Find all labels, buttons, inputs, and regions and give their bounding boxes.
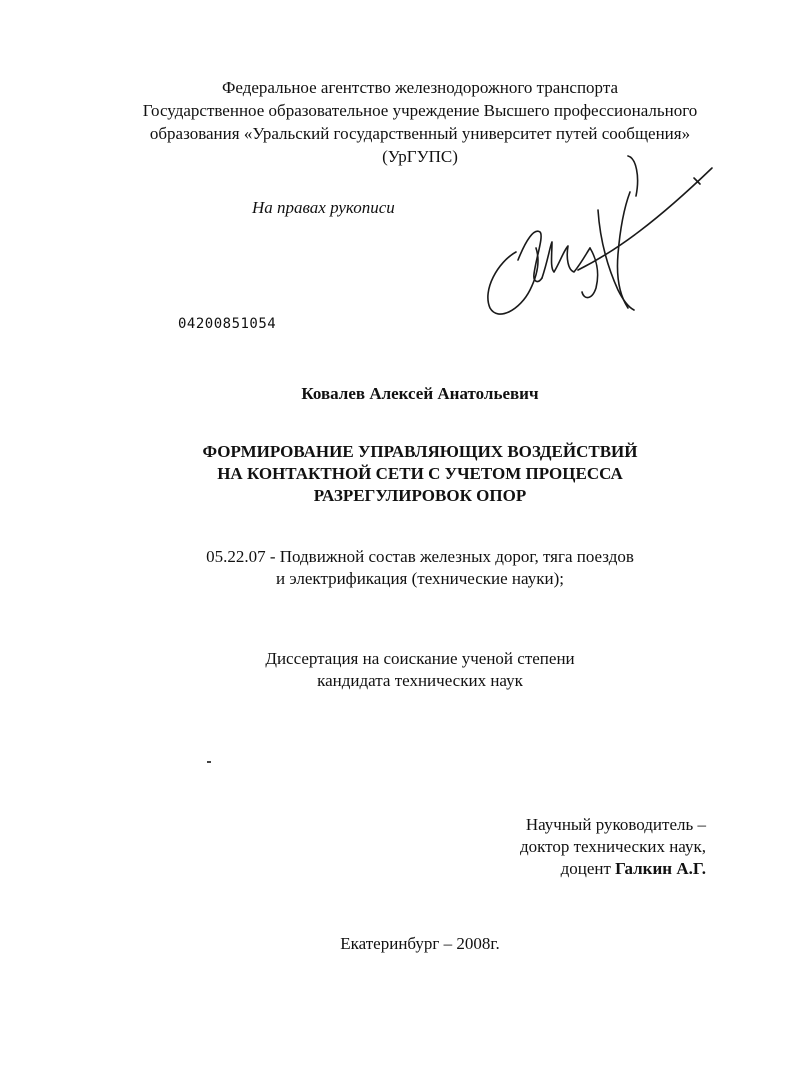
title-line-1: ФОРМИРОВАНИЕ УПРАВЛЯЮЩИХ ВОЗДЕЙСТВИЙ [202,442,638,461]
supervisor-degree: доктор технических наук, [519,837,706,856]
specialty-line-2: и электрификация (технические науки); [276,569,564,588]
title-line-3: РАЗРЕГУЛИРОВОК ОПОР [313,486,527,505]
supervisor-rank: доцент [560,859,616,878]
degree-line-1: Диссертация на соискание ученой степени [265,649,575,668]
supervisor-block [520,814,706,880]
city-year: Екатеринбург – 2008г. [340,934,500,953]
signature-handwritten [478,150,718,325]
header-line-abbreviation: (УрГУПС) [382,147,458,166]
degree-line-2: кандидата технических наук [317,671,523,690]
supervisor-role: Научный руководитель – [525,815,706,834]
supervisor-title-line [520,858,706,880]
degree-statement [0,648,792,692]
title-line-2: НА КОНТАКТНОЙ СЕТИ С УЧЕТОМ ПРОЦЕССА [217,464,623,483]
manuscript-note: На правах рукописи [252,198,395,217]
scan-speck [207,761,211,763]
specialty-line-1: 05.22.07 - Подвижной состав железных дорог, тяга поездов [206,547,634,566]
header-line-agency: Федеральное агентство железнодорожного транспорта [221,78,619,97]
dissertation-title [0,441,792,507]
header-line-university: образования «Уральский государственный университет путей сообщения» [149,124,691,143]
specialty-code [0,546,792,590]
author-name: Ковалев Алексей Анатольевич [301,384,539,403]
document-code: 04200851054 [178,316,277,332]
supervisor-name: Галкин А.Г. [615,859,706,878]
header-line-institution: Государственное образовательное учреждение Высшего профессионального [142,101,698,120]
